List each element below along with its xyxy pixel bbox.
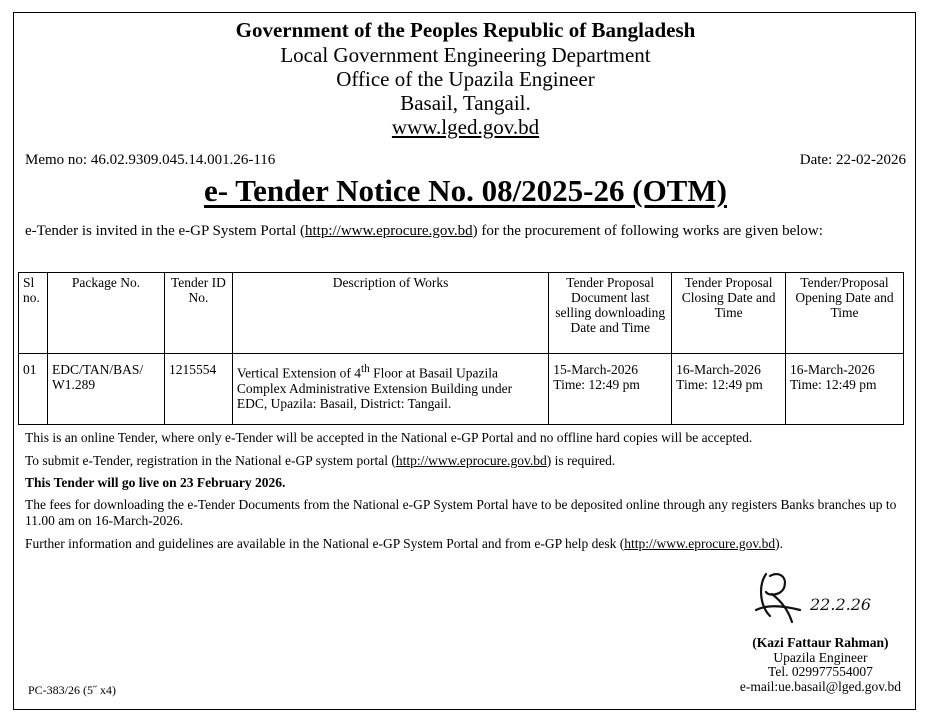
cell-description — [232, 354, 548, 425]
paragraph-registration — [25, 453, 905, 469]
footer-code: PC-383/26 (5˝ x4) — [28, 683, 116, 697]
memo-date: Date: 22-02-2026 — [799, 152, 906, 168]
cell-opening — [786, 354, 904, 425]
handwritten-date: 22.2.26 — [810, 595, 872, 614]
header-opening: Tender/Proposal Opening Date and Time — [786, 273, 904, 354]
p2-post: ) is required. — [546, 453, 616, 468]
selling-time: Time: 12:49 pm — [553, 377, 640, 392]
header-tender-id: Tender ID No. — [164, 273, 232, 354]
desc-sup: th — [361, 363, 370, 375]
notice-title-text: e- Tender Notice No. 08/2025-26 (OTM) — [204, 173, 727, 208]
cell-selling — [549, 354, 672, 425]
cell-tender-id: 1215554 — [164, 354, 232, 425]
signature-mark — [748, 566, 888, 636]
intro-paragraph — [25, 223, 895, 240]
memo-number: Memo no: 46.02.9309.045.14.001.26-116 — [25, 152, 276, 168]
intro-text-end: ) for the procurement of following works are given below: — [472, 223, 823, 239]
cell-closing — [672, 354, 786, 425]
paragraph-go-live: This Tender will go live on 23 February 2026. — [25, 475, 286, 490]
selling-date: 15-March-2026 — [553, 362, 639, 377]
paragraph-fees: The fees for downloading the e-Tender Documents from the National e-GP System Portal have to be deposited online through any registers Banks branches up to 11.00 am on 16-March-2026. — [25, 497, 897, 528]
paragraph-further-info — [25, 536, 905, 552]
closing-time: Time: 12:49 pm — [676, 377, 763, 392]
header-description: Description of Works — [232, 273, 548, 354]
opening-date: 16-March-2026 — [790, 362, 875, 377]
intro-text: e-Tender is invited in the e-GP System Portal ( — [25, 223, 306, 239]
paragraph-online-tender: This is an online Tender, where only e-Tender will be accepted in the National e-GP Portal and no offline hard copies will be accepted. — [25, 430, 753, 445]
website-link[interactable]: www.lged.gov.bd — [391, 115, 540, 139]
signatory-designation: Upazila Engineer — [773, 649, 868, 665]
notice-title — [0, 173, 931, 209]
office-heading: Office of the Upazila Engineer — [336, 67, 595, 91]
header-closing: Tender Proposal Closing Date and Time — [672, 273, 786, 354]
p5-post: ). — [775, 536, 783, 551]
cell-sl: 01 — [19, 354, 48, 425]
government-heading: Government of the Peoples Republic of Bangladesh — [235, 18, 696, 42]
signatory-tel: Tel. 029977554007 — [768, 664, 873, 679]
table-row — [19, 354, 904, 425]
table-header-row — [19, 273, 904, 354]
closing-date: 16-March-2026 — [676, 362, 761, 377]
p2-pre: To submit e-Tender, registration in the National e-GP system portal ( — [25, 453, 396, 468]
department-heading: Local Government Engineering Department — [280, 43, 651, 67]
signatory-email: e-mail:ue.basail@lged.gov.bd — [739, 678, 901, 694]
header-package: Package No. — [47, 273, 164, 354]
registration-link[interactable]: http://www.eprocure.gov.bd — [395, 453, 547, 468]
eprocure-link[interactable]: http://www.eprocure.gov.bd — [305, 223, 473, 239]
desc-post: Floor at Basail Upazila Complex Administrative Extension Building under EDC, Upazila: Basail, District: Tangail. — [236, 365, 513, 411]
p5-pre: Further information and guidelines are available in the National e-GP System Portal and from e-GP help desk ( — [25, 536, 625, 551]
desc-pre: Vertical Extension of 4 — [236, 365, 361, 381]
helpdesk-link[interactable]: http://www.eprocure.gov.bd — [624, 536, 776, 551]
header-sl: Sl no. — [19, 273, 48, 354]
opening-time: Time: 12:49 pm — [790, 377, 877, 392]
cell-package: EDC/TAN/BAS/ W1.289 — [47, 354, 164, 425]
tender-table — [18, 272, 904, 425]
signatory-name: (Kazi Fattaur Rahman) — [752, 635, 889, 650]
website-heading[interactable] — [0, 115, 931, 140]
location-heading: Basail, Tangail. — [400, 91, 531, 115]
signature-block — [740, 636, 901, 694]
header-selling: Tender Proposal Document last selling downloading Date and Time — [549, 273, 672, 354]
